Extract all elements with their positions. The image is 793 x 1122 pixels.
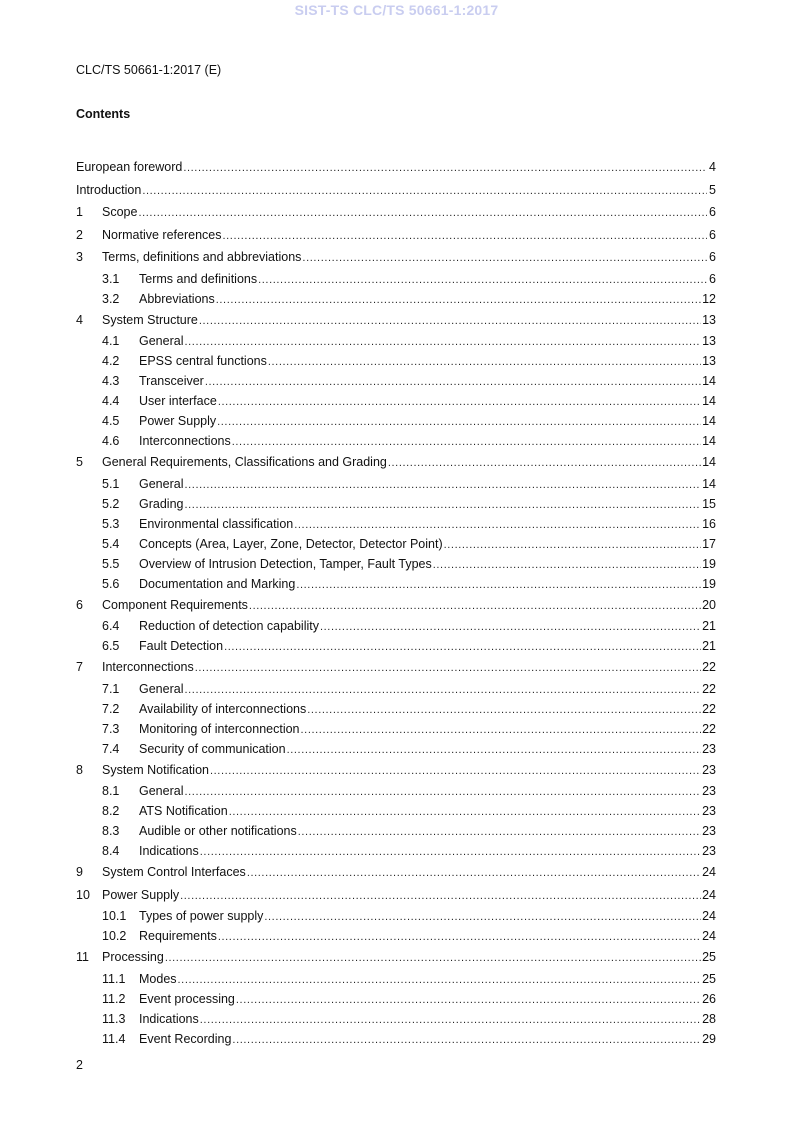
toc-entry-title: Audible or other notifications <box>139 824 297 838</box>
toc-entry-number: 11.3 <box>102 1011 126 1026</box>
toc-entry[interactable] <box>76 906 716 926</box>
toc-leader-dots <box>223 225 708 248</box>
toc-entry[interactable] <box>76 431 716 451</box>
toc-entry-page: 15 <box>702 496 716 511</box>
toc-entry-page: 21 <box>702 619 716 633</box>
toc-entry-page: 14 <box>702 374 716 388</box>
toc-entry-title: Fault Detection <box>139 639 224 653</box>
toc-entry-title: Overview of Intrusion Detection, Tamper, Fault Types <box>139 556 432 571</box>
toc-leader-dots <box>199 310 701 333</box>
page-number: 2 <box>76 1058 83 1072</box>
toc-entry[interactable] <box>76 554 716 574</box>
toc-entry-title: Interconnections <box>102 660 194 674</box>
toc-leader-dots <box>184 495 701 515</box>
toc-entry[interactable] <box>76 926 716 946</box>
toc-entry-number: 8 <box>76 762 83 777</box>
toc-entry[interactable] <box>76 474 716 494</box>
toc-entry[interactable] <box>76 1029 716 1049</box>
toc-entry-number: 3 <box>76 250 83 264</box>
toc-entry-page: 13 <box>702 312 716 327</box>
toc-leader-dots <box>195 657 701 680</box>
toc-entry[interactable] <box>76 946 716 969</box>
toc-leader-dots <box>232 1030 701 1050</box>
toc-entry[interactable] <box>76 616 716 636</box>
toc-entry-number: 10 <box>76 887 90 902</box>
toc-leader-dots <box>287 740 702 760</box>
toc-entry-title: Terms, definitions and abbreviations <box>102 250 302 264</box>
toc-entry-number: 5.5 <box>102 556 120 571</box>
toc-entry-page: 22 <box>702 701 716 716</box>
toc-entry-title: General <box>139 334 184 348</box>
toc-entry-number: 11.4 <box>102 1031 126 1046</box>
toc-leader-dots <box>258 270 707 290</box>
toc-leader-dots <box>184 680 701 700</box>
toc-entry-number: 4.3 <box>102 374 120 388</box>
toc-entry-page: 22 <box>702 721 716 736</box>
toc-entry-title: General <box>139 476 184 491</box>
toc-entry[interactable] <box>76 494 716 514</box>
toc-entry-title: Interconnections <box>139 434 231 448</box>
toc-entry-number: 7.3 <box>102 721 120 736</box>
toc-entry-title: Indications <box>139 1011 199 1026</box>
toc-leader-dots <box>229 802 701 822</box>
toc-leader-dots <box>320 617 701 637</box>
toc-entry-title: System Structure <box>102 312 198 327</box>
toc-leader-dots <box>165 947 701 970</box>
toc-entry-number: 8.4 <box>102 844 120 858</box>
toc-entry[interactable] <box>76 841 716 861</box>
toc-leader-dots <box>184 475 701 495</box>
toc-entry[interactable] <box>76 351 716 371</box>
toc-entry-title: Abbreviations <box>139 291 215 306</box>
toc-entry-number: 3.1 <box>102 271 120 286</box>
toc-entry-number: 3.2 <box>102 291 120 306</box>
toc-entry[interactable] <box>76 371 716 391</box>
toc-entry[interactable] <box>76 269 716 289</box>
toc-entry-number: 8.2 <box>102 804 120 818</box>
toc-entry-title: Requirements <box>139 929 217 943</box>
toc-leader-dots <box>183 157 707 180</box>
toc-entry-page: 24 <box>702 865 716 879</box>
toc-entry[interactable] <box>76 969 716 989</box>
toc-entry-title: General Requirements, Classifications and Grading <box>102 455 387 469</box>
toc-entry-page: 12 <box>702 291 716 306</box>
toc-entry-page: 6 <box>709 250 716 264</box>
toc-entry-number: 10.2 <box>102 929 127 943</box>
toc-entry-number: 4.6 <box>102 434 120 448</box>
toc-entry-number: 7.1 <box>102 681 120 696</box>
toc-leader-dots <box>388 452 701 475</box>
toc-entry[interactable] <box>76 391 716 411</box>
toc-entry-number: 11.1 <box>102 971 126 986</box>
toc-entry[interactable] <box>76 179 716 202</box>
toc-leader-dots <box>249 595 701 618</box>
toc-entry-title: Scope <box>102 205 138 219</box>
toc-entry-title: Documentation and Marking <box>139 576 296 591</box>
toc-entry-page: 17 <box>702 536 716 551</box>
toc-entry[interactable] <box>76 246 716 269</box>
toc-entry-page: 25 <box>702 971 716 986</box>
toc-entry-number: 4.1 <box>102 334 120 348</box>
toc-entry-page: 23 <box>702 741 716 756</box>
toc-entry-title: Processing <box>102 950 164 964</box>
toc-entry[interactable] <box>76 636 716 656</box>
toc-entry-page: 6 <box>709 227 716 242</box>
toc-entry[interactable] <box>76 451 716 474</box>
toc-entry-page: 4 <box>709 160 716 174</box>
toc-leader-dots <box>184 332 701 352</box>
toc-entry-title: Grading <box>139 496 184 511</box>
toc-entry-page: 21 <box>702 639 716 653</box>
toc-entry-number: 5.6 <box>102 576 120 591</box>
toc-entry-number: 4.2 <box>102 354 120 368</box>
toc-entry[interactable] <box>76 821 716 841</box>
toc-entry[interactable] <box>76 534 716 554</box>
toc-leader-dots <box>200 842 701 862</box>
contents-heading: Contents <box>76 107 131 121</box>
toc-leader-dots <box>138 202 707 225</box>
toc-entry-number: 5.1 <box>102 476 120 491</box>
toc-leader-dots <box>184 782 701 802</box>
toc-leader-dots <box>232 432 701 452</box>
toc-leader-dots <box>205 372 701 392</box>
toc-entry[interactable] <box>76 656 716 679</box>
toc-entry-title: Event processing <box>139 991 235 1006</box>
toc-leader-dots <box>217 412 701 432</box>
toc-entry-page: 14 <box>702 476 716 491</box>
toc-entry-page: 19 <box>702 556 716 571</box>
toc-entry-number: 6.4 <box>102 619 120 633</box>
toc-entry-page: 23 <box>702 784 716 798</box>
toc-entry-title: User interface <box>139 394 217 408</box>
toc-entry-number: 4.4 <box>102 394 120 408</box>
toc-entry-page: 16 <box>702 516 716 531</box>
toc-entry-number: 9 <box>76 865 83 879</box>
toc-entry[interactable] <box>76 699 716 719</box>
toc-entry-title: ATS Notification <box>139 804 228 818</box>
toc-entry-page: 14 <box>702 455 716 469</box>
toc-leader-dots <box>210 760 701 783</box>
toc-entry-page: 6 <box>709 205 716 219</box>
toc-entry-page: 14 <box>702 414 716 428</box>
toc-leader-dots <box>178 970 702 990</box>
toc-entry[interactable] <box>76 514 716 534</box>
toc-entry-number: 5.4 <box>102 536 120 551</box>
toc-entry[interactable] <box>76 331 716 351</box>
toc-entry-page: 5 <box>709 182 716 197</box>
toc-entry-page: 22 <box>702 660 716 674</box>
toc-entry-number: 5 <box>76 455 83 469</box>
toc-entry-title: System Control Interfaces <box>102 865 246 879</box>
toc-entry-title: Component Requirements <box>102 597 248 612</box>
toc-entry-number: 7.2 <box>102 701 120 716</box>
toc-leader-dots <box>301 720 702 740</box>
toc-entry[interactable] <box>76 201 716 224</box>
watermark-text: SIST-TS CLC/TS 50661-1:2017 <box>294 2 499 18</box>
toc-entry-page: 19 <box>702 576 716 591</box>
toc-entry-number: 10.1 <box>102 909 127 923</box>
toc-entry-title: Availability of interconnections <box>139 701 307 716</box>
toc-entry-page: 24 <box>702 929 716 943</box>
document-id: CLC/TS 50661-1:2017 (E) <box>76 63 222 77</box>
toc-entry-title: Modes <box>139 971 177 986</box>
toc-entry-page: 23 <box>702 844 716 858</box>
toc-entry-title: General <box>139 681 184 696</box>
toc-entry-title: Introduction <box>76 182 142 197</box>
toc-entry-page: 20 <box>702 597 716 612</box>
toc-entry-number: 5.3 <box>102 516 120 531</box>
toc-entry-number: 11.2 <box>102 991 126 1006</box>
toc-entry-number: 8.1 <box>102 784 120 798</box>
toc-entry-title: European foreword <box>76 160 183 174</box>
toc-entry[interactable] <box>76 594 716 617</box>
toc-entry[interactable] <box>76 861 716 884</box>
toc-entry-page: 25 <box>702 950 716 964</box>
toc-leader-dots <box>433 555 701 575</box>
toc-entry-title: Environmental classification <box>139 516 294 531</box>
toc-leader-dots <box>302 247 707 270</box>
toc-entry-title: Power Supply <box>102 887 180 902</box>
toc-entry-title: Indications <box>139 844 199 858</box>
toc-leader-dots <box>180 885 701 908</box>
toc-entry[interactable] <box>76 1009 716 1029</box>
toc-entry-number: 4.5 <box>102 414 120 428</box>
toc-entry-page: 23 <box>702 824 716 838</box>
toc-entry-number: 7 <box>76 660 83 674</box>
toc-leader-dots <box>224 637 701 657</box>
toc-entry-number: 6.5 <box>102 639 120 653</box>
toc-entry-number: 11 <box>76 950 89 964</box>
toc-entry-page: 24 <box>702 909 716 923</box>
toc-leader-dots <box>294 515 701 535</box>
toc-entry-page: 23 <box>702 804 716 818</box>
toc-entry-page: 22 <box>702 681 716 696</box>
toc-leader-dots <box>298 822 701 842</box>
toc-leader-dots <box>218 392 701 412</box>
toc-leader-dots <box>444 535 701 555</box>
toc-entry-page: 28 <box>702 1011 716 1026</box>
toc-entry-page: 6 <box>709 271 716 286</box>
toc-entry[interactable] <box>76 679 716 699</box>
toc-leader-dots <box>268 352 701 372</box>
toc-entry[interactable] <box>76 224 716 247</box>
toc-entry-number: 7.4 <box>102 741 120 756</box>
toc-entry[interactable] <box>76 289 716 309</box>
toc-entry[interactable] <box>76 801 716 821</box>
toc-entry-number: 2 <box>76 227 83 242</box>
toc-entry[interactable] <box>76 574 716 594</box>
toc-entry-title: Types of power supply <box>139 909 264 923</box>
toc-entry-number: 5.2 <box>102 496 120 511</box>
toc-leader-dots <box>216 290 701 310</box>
toc-entry-title: Concepts (Area, Layer, Zone, Detector, Detector Point) <box>139 536 443 551</box>
toc-entry[interactable] <box>76 719 716 739</box>
toc-entry[interactable] <box>76 156 716 179</box>
toc-leader-dots <box>142 180 707 203</box>
toc-entry-title: Transceiver <box>139 374 204 388</box>
toc-entry[interactable] <box>76 989 716 1009</box>
toc-entry-page: 29 <box>702 1031 716 1046</box>
toc-entry-title: Power Supply <box>139 414 217 428</box>
toc-entry[interactable] <box>76 884 716 907</box>
toc-leader-dots <box>200 1010 701 1030</box>
toc-entry-page: 24 <box>702 887 716 902</box>
toc-leader-dots <box>236 990 701 1010</box>
toc-leader-dots <box>296 575 701 595</box>
toc-entry-title: Event Recording <box>139 1031 232 1046</box>
toc-entry[interactable] <box>76 759 716 782</box>
toc-leader-dots <box>218 927 701 947</box>
toc-entry-number: 1 <box>76 205 83 219</box>
toc-entry-title: Normative references <box>102 227 222 242</box>
toc-entry-title: System Notification <box>102 762 209 777</box>
toc-entry-number: 4 <box>76 312 83 327</box>
toc-entry[interactable] <box>76 781 716 801</box>
toc-entry-page: 14 <box>702 394 716 408</box>
toc-entry[interactable] <box>76 309 716 332</box>
toc-entry-title: Terms and definitions <box>139 271 258 286</box>
toc-entry-page: 26 <box>702 991 716 1006</box>
toc-leader-dots <box>307 700 701 720</box>
toc-entry[interactable] <box>76 411 716 431</box>
toc-entry-page: 23 <box>702 762 716 777</box>
toc-entry-page: 13 <box>702 354 716 368</box>
toc-entry-number: 6 <box>76 597 83 612</box>
toc-leader-dots <box>264 907 701 927</box>
toc-entry-title: Reduction of detection capability <box>139 619 319 633</box>
table-of-contents <box>76 156 716 1049</box>
toc-entry[interactable] <box>76 739 716 759</box>
toc-entry-page: 14 <box>702 434 716 448</box>
toc-entry-title: General <box>139 784 184 798</box>
toc-entry-title: Security of communication <box>139 741 286 756</box>
toc-leader-dots <box>247 862 701 885</box>
toc-entry-title: EPSS central functions <box>139 354 267 368</box>
toc-entry-title: Monitoring of interconnection <box>139 721 300 736</box>
toc-entry-page: 13 <box>702 334 716 348</box>
toc-entry-number: 8.3 <box>102 824 120 838</box>
